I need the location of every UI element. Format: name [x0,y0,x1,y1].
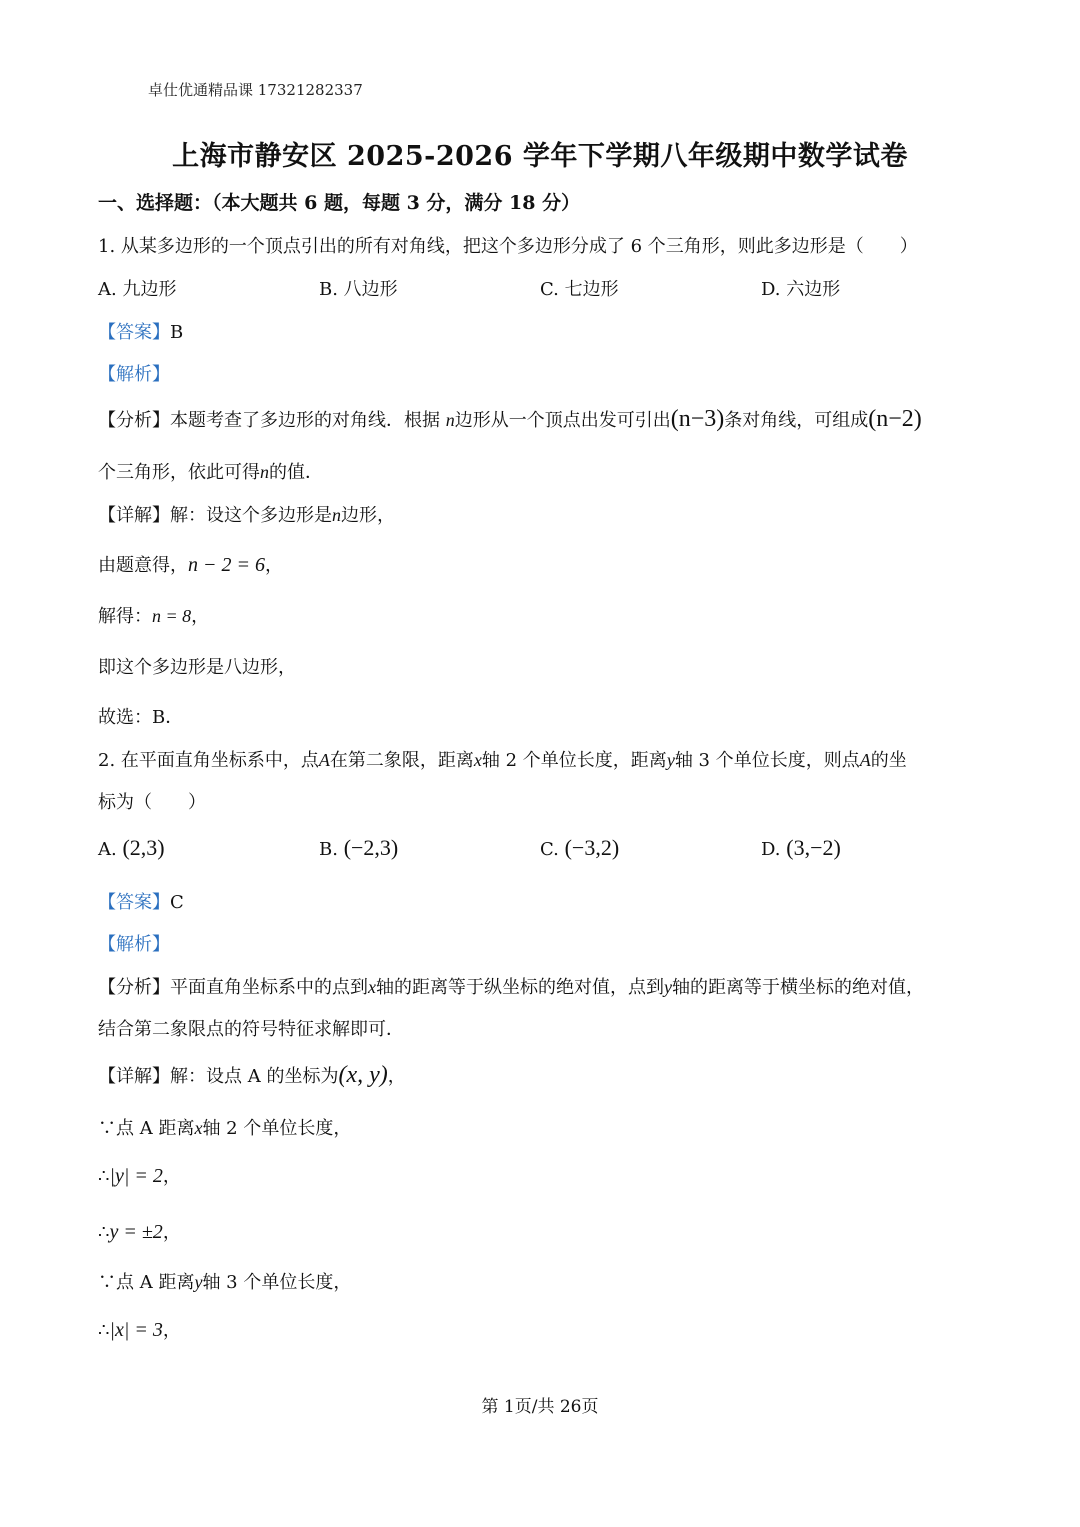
answer-value: C [170,892,184,913]
text-segment: 轴 3 个单位长度， [202,1272,352,1293]
q2-option-d [761,835,841,861]
math-var: x [368,977,376,997]
math-expr: |x| = 3 [109,1319,163,1341]
text-segment: ∴ [98,1166,110,1187]
text-segment: 平面直角坐标系中的点到 [170,977,368,998]
text-segment: ∴ [98,1320,110,1341]
q1-step1 [98,551,283,577]
text-segment: 轴的距离等于纵坐标的绝对值，点到 [376,977,664,998]
text-segment: 本题考查了多边形的对角线．根据 [170,410,440,431]
q2-step5 [98,1316,181,1342]
q1-option-a: A. 九边形 [98,279,177,300]
fenxi-tag: 【分析】 [98,977,170,998]
header-note: 卓仕优通精品课 17321282337 [148,81,363,99]
q2-analysis [98,973,924,999]
q1-step4: 故选：B． [98,707,184,728]
q2-stem-line2: 标为（ ） [98,792,206,813]
option-label: B. [319,839,338,860]
math-var: y [194,1272,203,1292]
option-label: A. [98,839,117,860]
q2-step2 [98,1162,181,1188]
text-segment: 2. 在平面直角坐标系中，点 [98,750,319,771]
text-segment: ， [191,606,210,627]
text-segment: 在第二象限，距离 [329,750,474,771]
section-heading: 一、选择题：（本大题共 6 题，每题 3 分，满分 18 分） [98,192,581,214]
text-segment: 由题意得， [98,555,188,576]
q1-analysis [98,406,922,433]
math-var: y [664,977,672,997]
math-expr: n − 2 = 6 [188,554,265,576]
math-var: x [194,1118,203,1138]
text-segment: ∴ [98,1222,110,1243]
q1-analysis-line2 [98,458,323,484]
text-segment: 轴 2 个单位长度， [202,1118,352,1139]
q2-step3 [98,1218,181,1244]
math-var: n [260,462,269,482]
option-label: C. [540,839,559,860]
text-segment: ， [162,1222,181,1243]
answer-tag: 【答案】 [98,892,170,913]
math-expr: (x, y) [338,1062,388,1088]
text-segment: 条对角线，可组成 [724,410,869,431]
q2-answer [98,888,184,914]
math-expr: |y| = 2 [109,1165,163,1187]
q2-option-a [98,835,165,861]
q2-step1 [98,1114,351,1140]
answer-value: B [170,322,184,343]
option-value: (−2,3) [343,835,399,860]
math-expr: (n−2) [868,406,922,432]
text-segment: 边形从一个顶点出发可引出 [454,410,671,431]
text-segment: 的坐 [870,750,907,771]
q2-stem [98,746,907,772]
page-footer: 第 1页/共 26页 [481,1397,599,1417]
q1-step2 [98,602,209,628]
text-segment: ， [162,1320,181,1341]
math-var: A [318,750,330,770]
text-segment: ， [387,1066,406,1087]
text-segment: 的值． [269,462,323,483]
xiangjie-tag: 【详解】 [98,505,170,526]
page-title: 上海市静安区 2025-2026 学年下学期八年级期中数学试卷 [172,141,908,172]
q1-detail [98,501,395,527]
text-segment: 解得： [98,606,152,627]
math-var: y [666,750,675,770]
q2-jiexi-tag [98,930,170,956]
math-var: x [473,750,482,770]
q1-option-b: B. 八边形 [319,279,398,300]
text-segment: ∵点 A 距离 [98,1118,195,1139]
option-value: (−3,2) [564,835,620,860]
text-segment: 解：设点 A 的坐标为 [170,1066,339,1087]
math-expr: (n−3) [670,406,725,432]
q1-option-c: C. 七边形 [540,279,619,300]
math-var: A [859,750,871,770]
jiexi-tag: 【解析】 [98,934,170,955]
text-segment: ， [162,1166,181,1187]
math-expr: y = ±2 [109,1221,163,1243]
text-segment: 个三角形，依此可得 [98,462,260,483]
text-segment: 轴 3 个单位长度，则点 [674,750,860,771]
option-value: (2,3) [122,835,165,860]
math-expr: n = 8 [152,606,192,626]
math-var: n [332,505,341,525]
q2-analysis-line2: 结合第二象限点的符号特征求解即可． [98,1019,404,1040]
q1-stem: 1. 从某多边形的一个顶点引出的所有对角线，把这个多边形分成了 6 个三角形，则此多边形是（ ） [98,236,918,257]
text-segment: ， [265,555,283,576]
fenxi-tag: 【分析】 [98,410,170,431]
answer-tag: 【答案】 [98,322,170,343]
xiangjie-tag: 【详解】 [98,1066,170,1087]
q2-detail [98,1062,406,1089]
text-segment: 轴 2 个单位长度，距离 [481,750,667,771]
option-value: (3,−2) [786,835,841,860]
q1-answer [98,318,183,344]
q1-jiexi-tag [98,360,170,386]
text-segment: ∵点 A 距离 [98,1272,195,1293]
q2-step4 [98,1268,351,1294]
q2-option-c [540,835,619,861]
math-var: n [445,410,455,430]
q1-step3: 即这个多边形是八边形， [98,657,296,678]
q2-option-b [319,835,398,861]
text-segment: 轴的距离等于横坐标的绝对值， [672,977,924,998]
jiexi-tag: 【解析】 [98,364,170,385]
option-label: D. [761,839,781,860]
q1-option-d: D. 六边形 [761,279,841,300]
text-segment: 边形， [341,505,395,526]
text-segment: 解：设这个多边形是 [170,505,332,526]
